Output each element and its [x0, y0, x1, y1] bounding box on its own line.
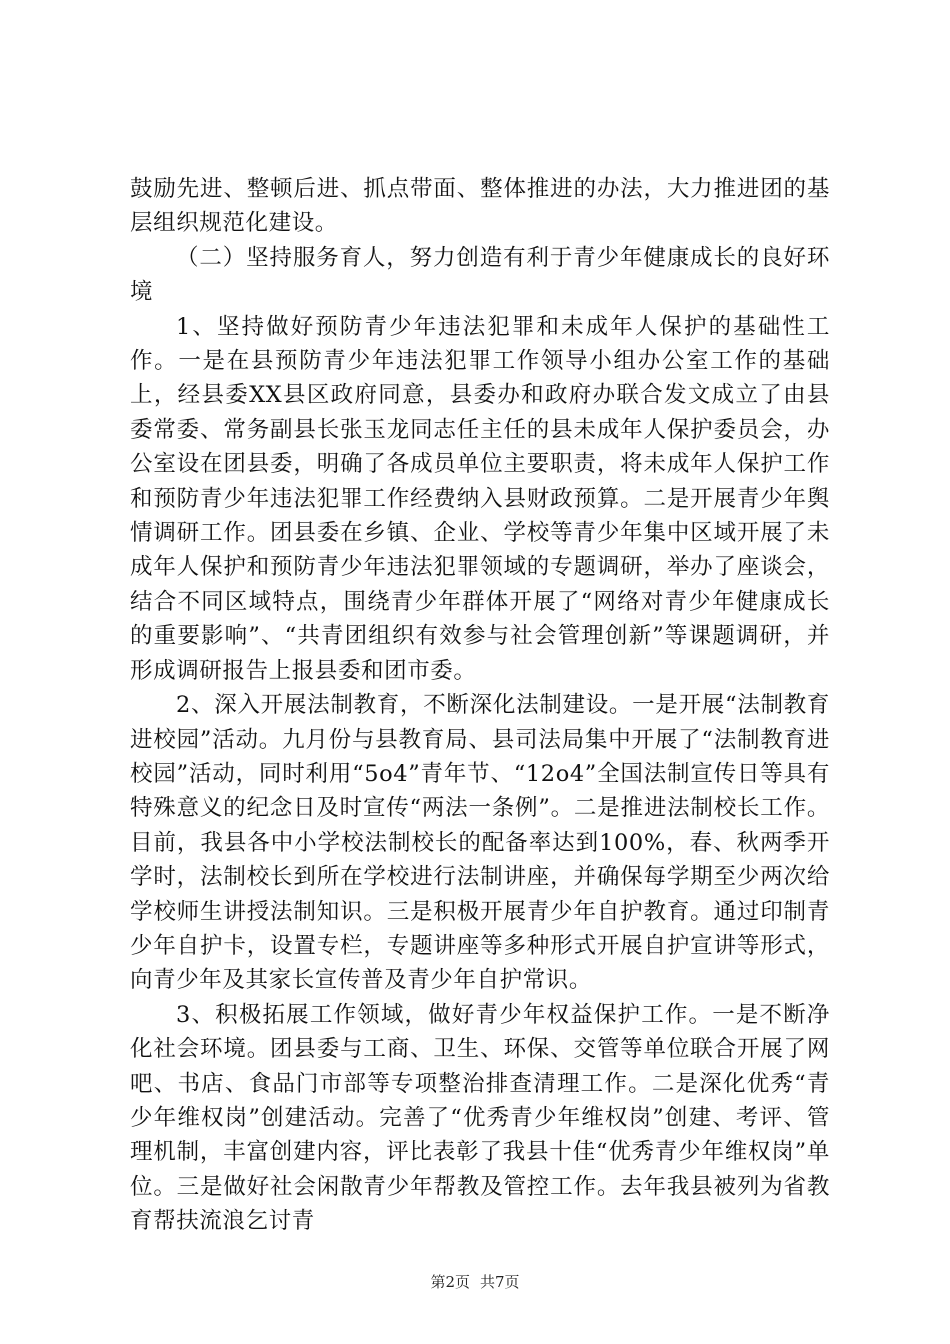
- page-footer: [0, 1272, 950, 1292]
- page-number: 第2页: [430, 1273, 470, 1291]
- paragraph-item-3: 3、积极拓展工作领域，做好青少年权益保护工作。一是不断净化社会环境。团县委与工商、卫生、环保、交管等单位联合开展了网吧、书店、食品门市部等专项整治排查清理工作。二是深化优秀“青少年维权岗”创建活动。完善了“优秀青少年维权岗”创建、考评、管理机制，丰富创建内容，评比表彰了我县十佳“优秀青少年维权岗”单位。三是做好社会闲散青少年帮教及管控工作。去年我县被列为省教育帮扶流浪乞讨青: [130, 1001, 830, 1235]
- paragraph-continuation: 鼓励先进、整顿后进、抓点带面、整体推进的办法，大力推进团的基层组织规范化建设。: [130, 176, 830, 237]
- paragraph-item-1: 1、坚持做好预防青少年违法犯罪和未成年人保护的基础性工作。一是在县预防青少年违法犯罪工作领导小组办公室工作的基础上，经县委XX县区政府同意，县委办和政府办联合发文成立了由县委常委、常务副县长张玉龙同志任主任的县未成年人保护委员会，办公室设在团县委，明确了各成员单位主要职责，将未成年人保护工作和预防青少年违法犯罪工作经费纳入县财政预算。二是开展青少年舆情调研工作。团县委在乡镇、企业、学校等青少年集中区域开展了未成年人保护和预防青少年违法犯罪领域的专题调研，举办了座谈会，结合不同区域特点，围绕青少年群体开展了“网络对青少年健康成长的重要影响”、“共青团组织有效参与社会管理创新”等课题调研，并形成调研报告上报县委和团市委。: [130, 313, 830, 684]
- section-heading: （二）坚持服务育人，努力创造有利于青少年健康成长的良好环境: [130, 244, 830, 306]
- page-total: 共7页: [480, 1273, 520, 1291]
- paragraph-item-2: 2、深入开展法制教育，不断深化法制建设。一是开展“法制教育进校园”活动。九月份与县教育局、县司法局集中开展了“法制教育进校园”活动，同时利用“5o4”青年节、“12o4”全国法制宣传日等具有特殊意义的纪念日及时宣传“两法一条例”。二是推进法制校长工作。目前，我县各中小学校法制校长的配备率达到100%，春、秋两季开学时，法制校长到所在学校进行法制讲座，并确保每学期至少两次给学校师生讲授法制知识。三是积极开展青少年自护教育。通过印制青少年自护卡，设置专栏，专题讲座等多种形式开展自护宣讲等形式，向青少年及其家长宣传普及青少年自护常识。: [130, 692, 830, 994]
- document-body: [130, 172, 830, 1239]
